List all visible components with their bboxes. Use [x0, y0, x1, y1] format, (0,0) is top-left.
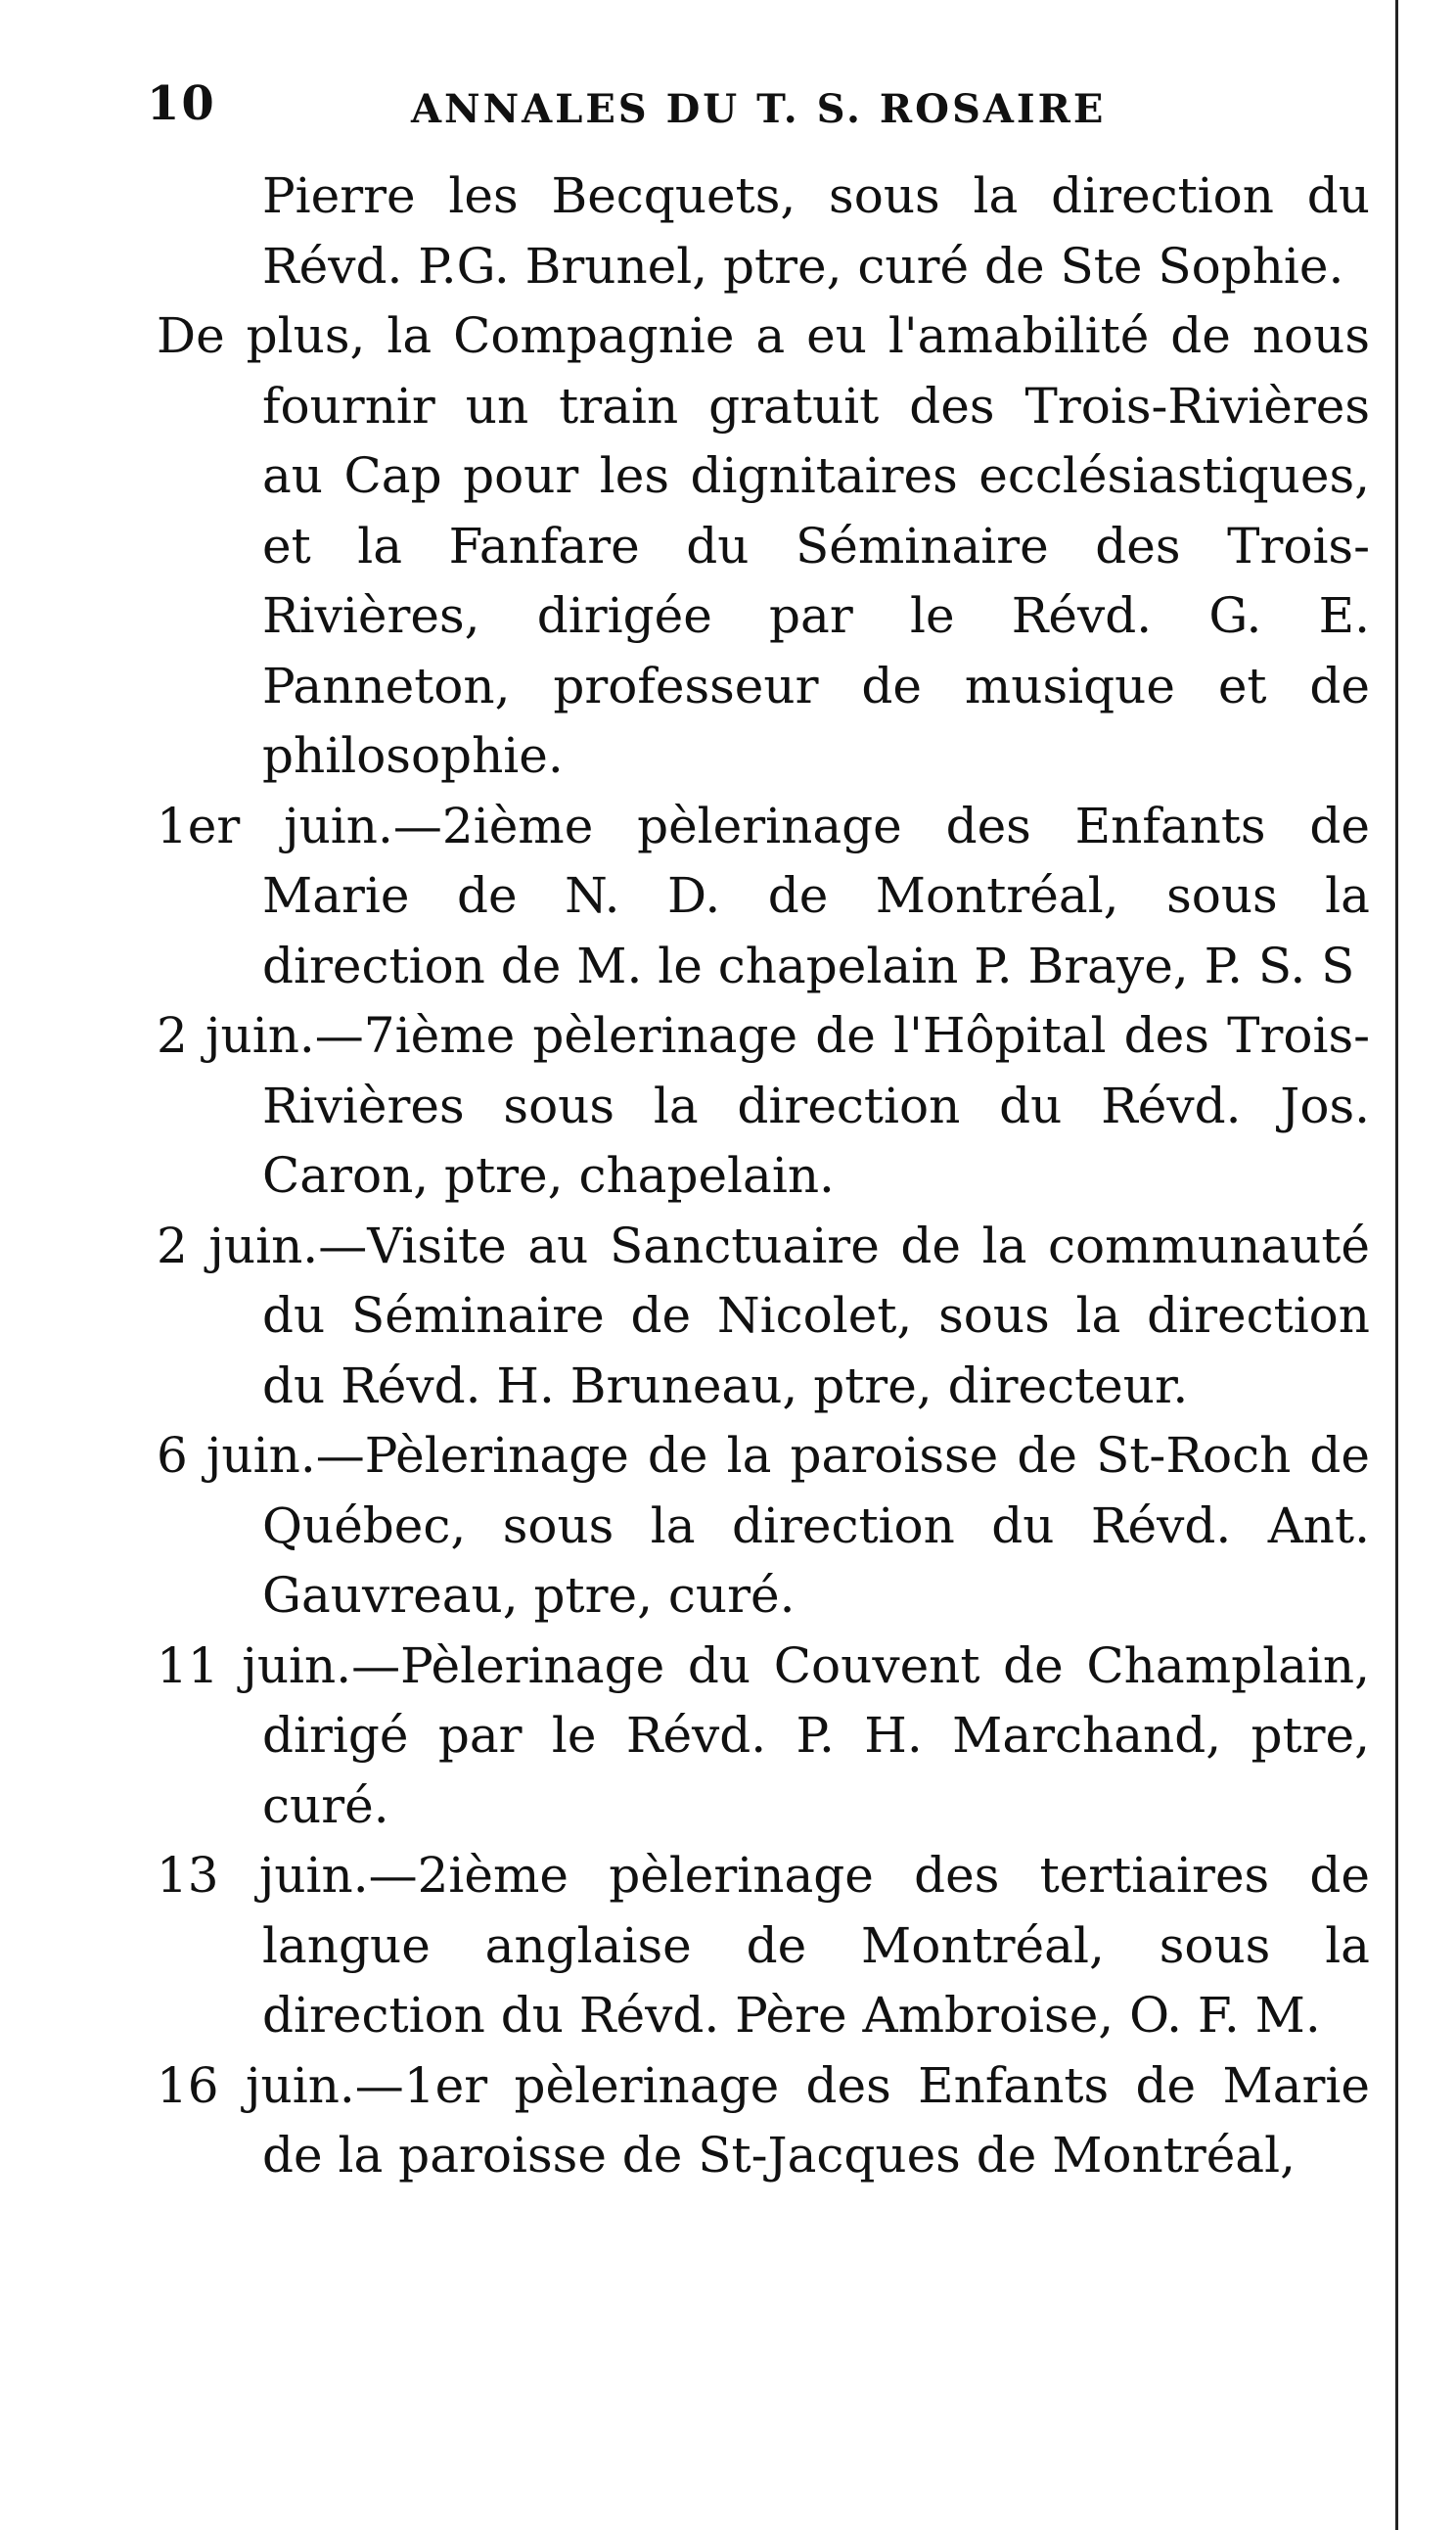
entry-paragraph: 6 juin.—Pèlerinage de la paroisse de St-Roch de Québec, sous la direction du Révd. Ant. Gauvreau, ptre, curé.	[157, 1427, 1370, 1624]
entry-continuation: Pierre les Becquets, sous la direction du Révd. P.G. Brunel, ptre, curé de Ste Sophie.	[262, 167, 1370, 295]
entry-paragraph: 13 juin.—2ième pèlerinage des tertiaires de langue anglaise de Montréal, sous la direction du Révd. Père Ambroise, O. F. M.	[157, 1847, 1370, 2044]
page-edge-rule	[1395, 0, 1398, 2530]
entry-paragraph: 2 juin.—Visite au Sanctuaire de la communauté du Séminaire de Nicolet, sous la direction du Révd. H. Bruneau, ptre, directeur.	[157, 1217, 1370, 1414]
entry-paragraph: 2 juin.—7ième pèlerinage de l'Hôpital des Trois-Rivières sous la direction du Révd. Jos. Caron, ptre, chapelain.	[157, 1007, 1370, 1204]
page-number: 10	[147, 76, 216, 131]
page-header	[147, 76, 1341, 135]
body-text	[157, 161, 1370, 2191]
entry-paragraph: 11 juin.—Pèlerinage du Couvent de Champlain, dirigé par le Révd. P. H. Marchand, ptre, curé.	[157, 1636, 1370, 1834]
entry-paragraph: 16 juin.—1er pèlerinage des Enfants de Marie de la paroisse de St-Jacques de Montréal,	[157, 2056, 1370, 2184]
entry-paragraph: De plus, la Compagnie a eu l'amabilité de nous fournir un train gratuit des Trois-Rivières au Cap pour les dignitaires ecclésiastiques, et la Fanfare du Séminaire des Trois-Rivières, dirigée par le Révd. G. E. Panneton, professeur de musique et de philosophie.	[157, 307, 1370, 784]
running-title: ANNALES DU T. S. ROSAIRE	[411, 86, 1107, 132]
entry-paragraph: 1er juin.—2ième pèlerinage des Enfants de Marie de N. D. de Montréal, sous la direction de M. le chapelain P. Braye, P. S. S	[157, 797, 1370, 994]
